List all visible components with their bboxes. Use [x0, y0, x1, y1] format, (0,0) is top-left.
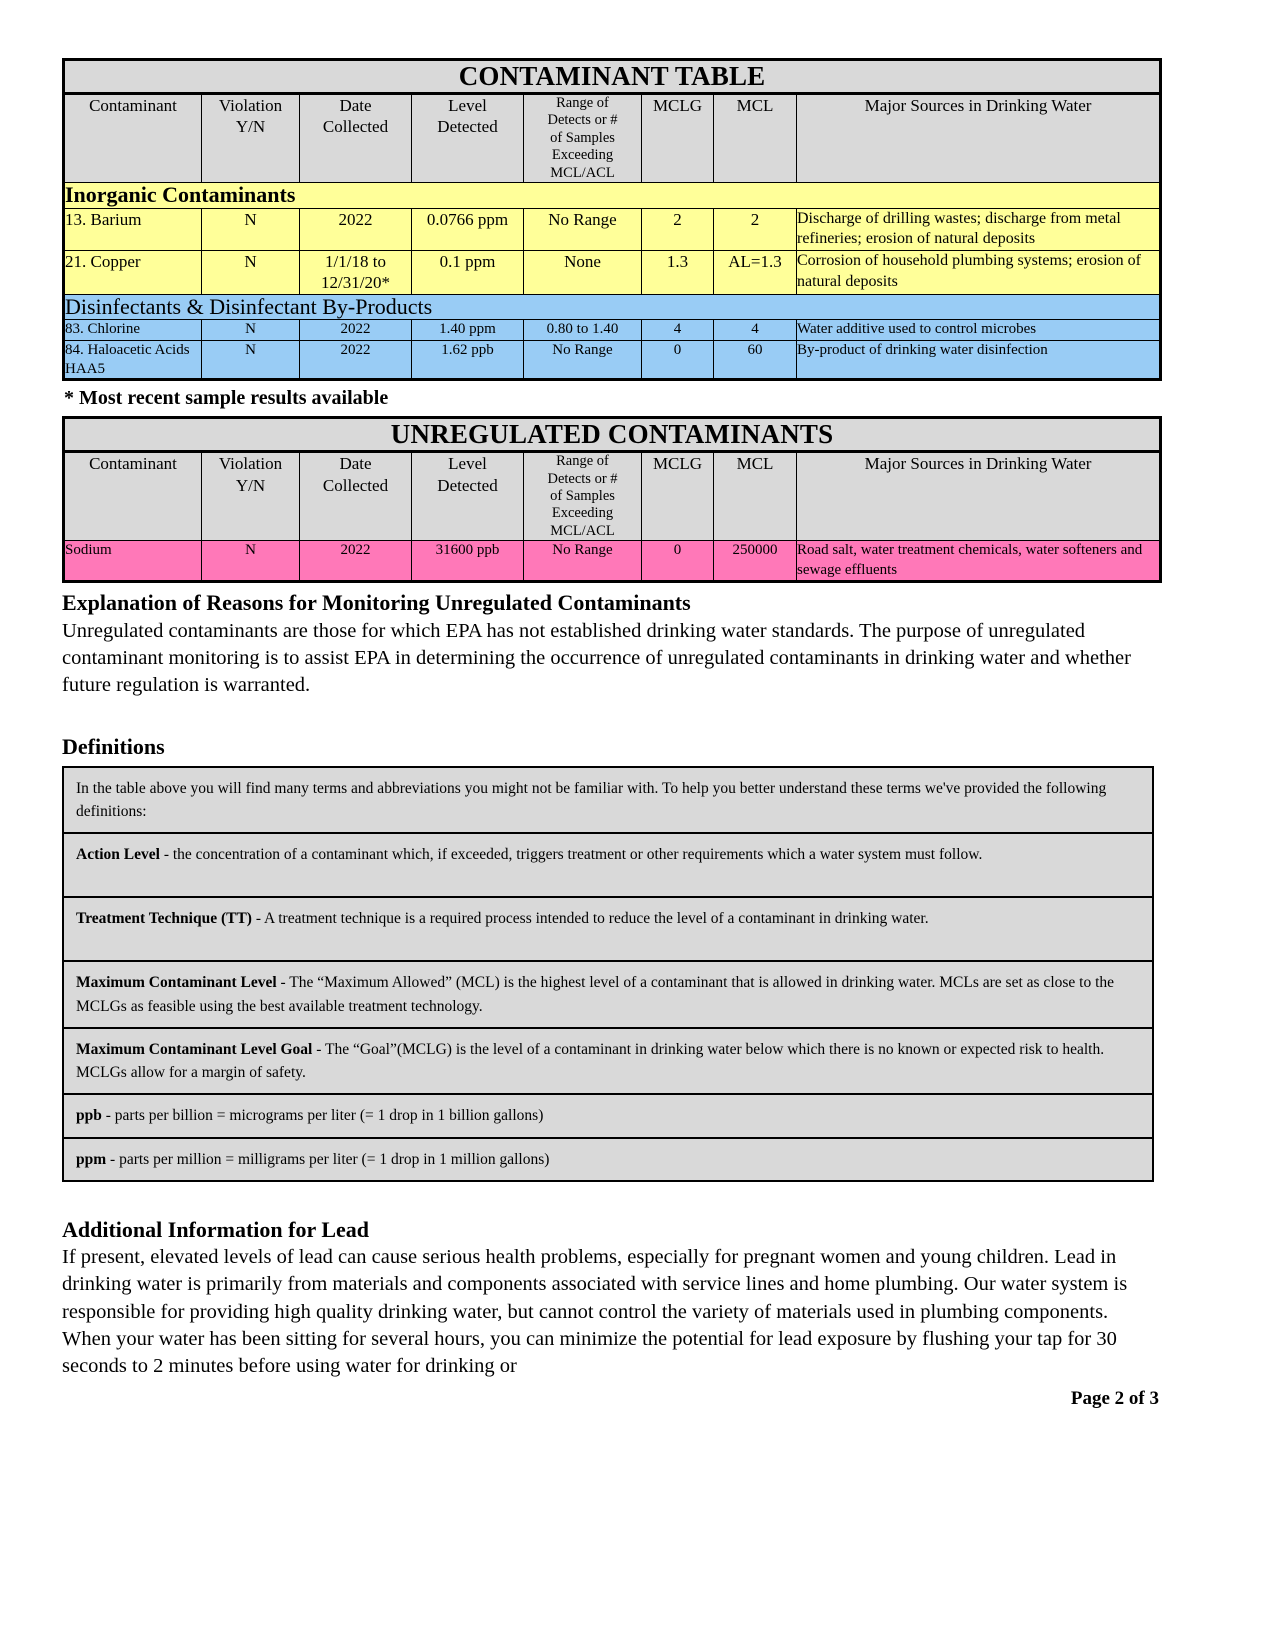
cell-level-detected: 0.0766 ppm — [412, 208, 524, 251]
col-header-level-line2: Detected — [437, 475, 498, 495]
definition-row — [63, 897, 1153, 961]
definition-text: - parts per million = milligrams per liter (= 1 drop in 1 million gallons) — [106, 1150, 550, 1168]
definition-row — [63, 961, 1153, 1028]
cell-contaminant: 21. Copper — [64, 251, 202, 295]
col-header-range-line2: Detects or # — [547, 112, 618, 129]
cell-sources: Water additive used to control microbes — [797, 320, 1161, 341]
definition-ppm — [63, 1138, 1153, 1181]
col-header-violation — [202, 452, 300, 541]
cell-contaminant: 84. Haloacetic Acids HAA5 — [64, 340, 202, 380]
definition-term: Treatment Technique (TT) — [76, 910, 252, 928]
col-header-range-line2: Detects or # — [547, 470, 618, 487]
definition-mclg — [63, 1028, 1153, 1095]
cell-mclg: 0 — [642, 340, 714, 380]
group-header-row-disinfectants — [64, 294, 1161, 320]
col-header-mclg: MCLG — [642, 452, 714, 541]
cell-contaminant: 13. Barium — [64, 208, 202, 251]
definition-row — [63, 1028, 1153, 1095]
page-footer — [62, 1380, 1159, 1410]
contaminant-table-header-row — [64, 94, 1161, 183]
col-header-range-line1: Range of — [556, 453, 609, 470]
cell-date-collected: 2022 — [300, 340, 412, 380]
definition-row — [63, 1138, 1153, 1181]
col-header-level-line1: Level — [448, 96, 487, 115]
contaminant-table-title-row — [64, 60, 1161, 94]
cell-mclg: 1.3 — [642, 251, 714, 295]
definition-term: ppm — [76, 1150, 107, 1168]
definition-treatment-technique — [63, 897, 1153, 961]
col-header-range-line5: MCL/ACL — [550, 522, 615, 539]
cell-mclg: 2 — [642, 208, 714, 251]
definition-mcl — [63, 961, 1153, 1028]
page-number: Page 2 of 3 — [1070, 1388, 1159, 1410]
definition-text: - The “Maximum Allowed” (MCL) is the highest level of a contaminant that is allowed in drinking water. MCLs are set as close to the MCLGs as feasible using the best available treatment technology. — [76, 974, 1115, 1015]
col-header-date-line2: Collected — [322, 475, 389, 495]
definition-term: ppb — [76, 1107, 102, 1125]
cell-level-detected: 31600 ppb — [412, 541, 524, 582]
col-header-violation-line2: Y/N — [235, 117, 266, 137]
col-header-date-line1: Date — [339, 96, 372, 115]
definition-row — [63, 833, 1153, 897]
cell-mcl: 60 — [714, 340, 797, 380]
unregulated-table-title-row — [64, 418, 1161, 452]
cell-date-collected: 1/1/18 to 12/31/20* — [300, 251, 412, 295]
definitions-table — [62, 766, 1154, 1182]
col-header-contaminant: Contaminant — [64, 452, 202, 541]
table-row — [64, 340, 1161, 380]
contaminant-table-title: CONTAMINANT TABLE — [64, 60, 1161, 94]
lead-heading: Additional Information for Lead — [62, 1216, 370, 1242]
cell-violation: N — [202, 541, 300, 582]
col-header-date-collected — [300, 94, 412, 183]
cell-mclg: 4 — [642, 320, 714, 341]
cell-range: None — [524, 251, 642, 295]
group-header-row-inorganic — [64, 182, 1161, 208]
definition-term: Maximum Contaminant Level — [76, 974, 277, 992]
definition-text: - parts per billion = micrograms per liter (= 1 drop in 1 billion gallons) — [101, 1107, 544, 1125]
definition-row — [63, 1094, 1153, 1137]
col-header-range-line3: of Samples — [550, 488, 615, 505]
cell-mcl: AL=1.3 — [714, 251, 797, 295]
lead-body: If present, elevated levels of lead can cause serious health problems, especially for pregnant women and young children. Lead in drinking water is primarily from materials and components associated with service lines and home plumbing. Our water system is responsible for providing high quality drinking water, but cannot control the variety of materials used in plumbing components. When your water has been sitting for several hours, you can minimize the potential for lead exposure by flushing your tap for 30 seconds to 2 minutes before using water for drinking or — [62, 1246, 1128, 1378]
col-header-range-line5: MCL/ACL — [550, 164, 615, 181]
col-header-level-line2: Detected — [437, 117, 498, 137]
col-header-sources: Major Sources in Drinking Water — [797, 94, 1161, 183]
col-header-level-detected — [412, 94, 524, 183]
col-header-violation — [202, 94, 300, 183]
cell-violation: N — [202, 320, 300, 341]
contaminant-table-footnote: * Most recent sample results available — [64, 387, 389, 410]
cell-mcl: 2 — [714, 208, 797, 251]
col-header-range-line4: Exceeding — [551, 147, 614, 164]
col-header-date-line2: Collected — [322, 117, 389, 137]
cell-violation: N — [202, 340, 300, 380]
col-header-mcl: MCL — [714, 452, 797, 541]
col-header-violation-line1: Violation — [218, 96, 283, 115]
cell-sources: Discharge of drilling wastes; discharge from metal refineries; erosion of natural deposits — [797, 208, 1161, 251]
cell-level-detected: 1.40 ppm — [412, 320, 524, 341]
definition-text: - The “Goal”(MCLG) is the level of a contaminant in drinking water below which there is no known or expected risk to health. MCLGs allow for a margin of safety. — [76, 1040, 1105, 1082]
col-header-range — [524, 94, 642, 183]
col-header-sources: Major Sources in Drinking Water — [797, 452, 1161, 541]
col-header-violation-line2: Y/N — [235, 475, 266, 495]
definitions-heading: Definitions — [62, 734, 165, 760]
cell-range: No Range — [524, 541, 642, 582]
cell-range: No Range — [524, 208, 642, 251]
cell-date-collected: 2022 — [300, 541, 412, 582]
col-header-level-line1: Level — [448, 454, 487, 474]
contaminant-table — [62, 58, 1162, 381]
col-header-mcl: MCL — [714, 94, 797, 183]
cell-range: No Range — [524, 340, 642, 380]
col-header-date-line1: Date — [339, 454, 372, 474]
definition-text: - A treatment technique is a required process intended to reduce the level of a contaminant in drinking water. — [251, 910, 929, 928]
unregulated-table-header-row — [64, 452, 1161, 541]
definition-text: - the concentration of a contaminant which, if exceeded, triggers treatment or other requirements which a water system must follow. — [159, 846, 983, 864]
definition-action-level — [63, 833, 1153, 897]
definitions-intro-row — [63, 767, 1153, 834]
group-label-inorganic: Inorganic Contaminants — [64, 182, 1161, 208]
definitions-intro: In the table above you will find many terms and abbreviations you might not be familiar with. To help you better understand these terms we've provided the following definitions: — [63, 767, 1153, 834]
table-row — [64, 320, 1161, 341]
table-row — [64, 541, 1161, 582]
col-header-mclg: MCLG — [642, 94, 714, 183]
col-header-range-line3: of Samples — [550, 129, 615, 146]
cell-sources: Road salt, water treatment chemicals, water softeners and sewage effluents — [797, 541, 1161, 582]
col-header-contaminant: Contaminant — [64, 94, 202, 183]
col-header-range — [524, 452, 642, 541]
col-header-date-collected — [300, 452, 412, 541]
cell-date-collected: 2022 — [300, 320, 412, 341]
cell-date-collected: 2022 — [300, 208, 412, 251]
cell-range: 0.80 to 1.40 — [524, 320, 642, 341]
cell-violation: N — [202, 251, 300, 295]
cell-contaminant: Sodium — [64, 541, 202, 582]
cell-mcl: 250000 — [714, 541, 797, 582]
table-row — [64, 251, 1161, 295]
col-header-level-detected — [412, 452, 524, 541]
unregulated-table-title: UNREGULATED CONTAMINANTS — [64, 418, 1161, 452]
cell-level-detected: 0.1 ppm — [412, 251, 524, 295]
definition-term: Action Level — [76, 846, 160, 864]
group-label-disinfectants: Disinfectants & Disinfectant By-Products — [64, 294, 1161, 320]
cell-mclg: 0 — [642, 541, 714, 582]
definition-ppb — [63, 1094, 1153, 1137]
col-header-range-line4: Exceeding — [551, 505, 614, 522]
col-header-range-line1: Range of — [556, 95, 609, 111]
cell-mcl: 4 — [714, 320, 797, 341]
definition-term: Maximum Contaminant Level Goal — [76, 1040, 313, 1058]
explanation-heading: Explanation of Reasons for Monitoring Unregulated Contaminants — [62, 590, 691, 616]
cell-sources: By-product of drinking water disinfection — [797, 340, 1161, 380]
unregulated-contaminants-table — [62, 416, 1162, 583]
cell-sources: Corrosion of household plumbing systems; erosion of natural deposits — [797, 251, 1161, 295]
col-header-violation-line1: Violation — [218, 454, 283, 474]
cell-violation: N — [202, 208, 300, 251]
table-row — [64, 208, 1161, 251]
explanation-body: Unregulated contaminants are those for which EPA has not established drinking water standards. The purpose of unregulated contaminant monitoring is to assist EPA in determining the occurrence of unregulated contaminants in drinking water and whether future regulation is warranted. — [62, 619, 1131, 697]
cell-contaminant: 83. Chlorine — [64, 320, 202, 341]
cell-level-detected: 1.62 ppb — [412, 340, 524, 380]
document-page — [62, 58, 1159, 1410]
